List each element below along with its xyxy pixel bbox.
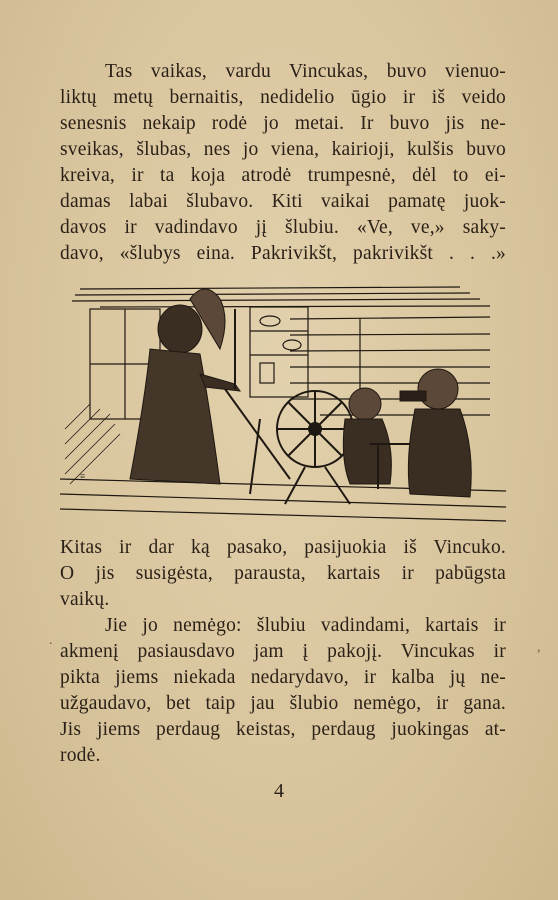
paragraph-1-line-2: liktų metų bernaitis, nedidelio ūgio ir iš veido — [60, 87, 506, 108]
paper-speck: , — [537, 640, 541, 655]
paragraph-2-line-3: vaikų. — [60, 589, 110, 610]
illustration-monogram: ≡ — [80, 471, 86, 481]
paragraph-3-line-1: Jie jo nemėgo: šlubiu vadindami, kartais ir — [105, 615, 506, 636]
paragraph-3-line-2: akmenį pasiausdavo jam į pakojį. Vincukas ir — [60, 641, 506, 662]
paragraph-3-line-6: rodė. — [60, 745, 101, 766]
paragraph-1-line-3: senesnis nekaip rodė jo metai. Ir buvo jis ne- — [60, 113, 506, 134]
paragraph-1-line-8: davo, «šlubys eina. Pakrivikšt, pakrivikšt . . .» — [60, 243, 506, 264]
paragraph-1-line-6: damas labai šlubavo. Kiti vaikai pamatę juok- — [60, 191, 506, 212]
paragraph-1-line-1: Tas vaikas, vardu Vincukas, buvo vienuo- — [105, 61, 506, 82]
paragraph-1-line-5: kreiva, ir ta koja atrodė trumpesnė, dėl to ei- — [60, 165, 506, 186]
paper-speck: . — [49, 633, 53, 648]
paragraph-2-line-2: O jis susigėsta, parausta, kartais ir pabūgsta — [60, 563, 506, 584]
paragraph-3-line-5: Jis jiems perdaug keistas, perdaug juokingas at- — [60, 719, 506, 740]
paragraph-3-line-3: pikta jiems niekada nedarydavo, ir kalba jų ne- — [60, 667, 506, 688]
page-number: 4 — [274, 780, 284, 802]
paragraph-1-line-4: sveikas, šlubas, nes jo viena, kairioji, kulšis buvo — [60, 139, 506, 160]
paragraph-2-line-1: Kitas ir dar ką pasako, pasijuokia iš Vincuko. — [60, 537, 506, 558]
woodcut-illustration — [60, 279, 506, 525]
paragraph-3-line-4: užgaudavo, bet taip jau šlubio nemėgo, ir gana. — [60, 693, 506, 714]
paragraph-1-line-7: davos ir vadindavo jį šlubiu. «Ve, ve,» saky- — [60, 217, 506, 238]
